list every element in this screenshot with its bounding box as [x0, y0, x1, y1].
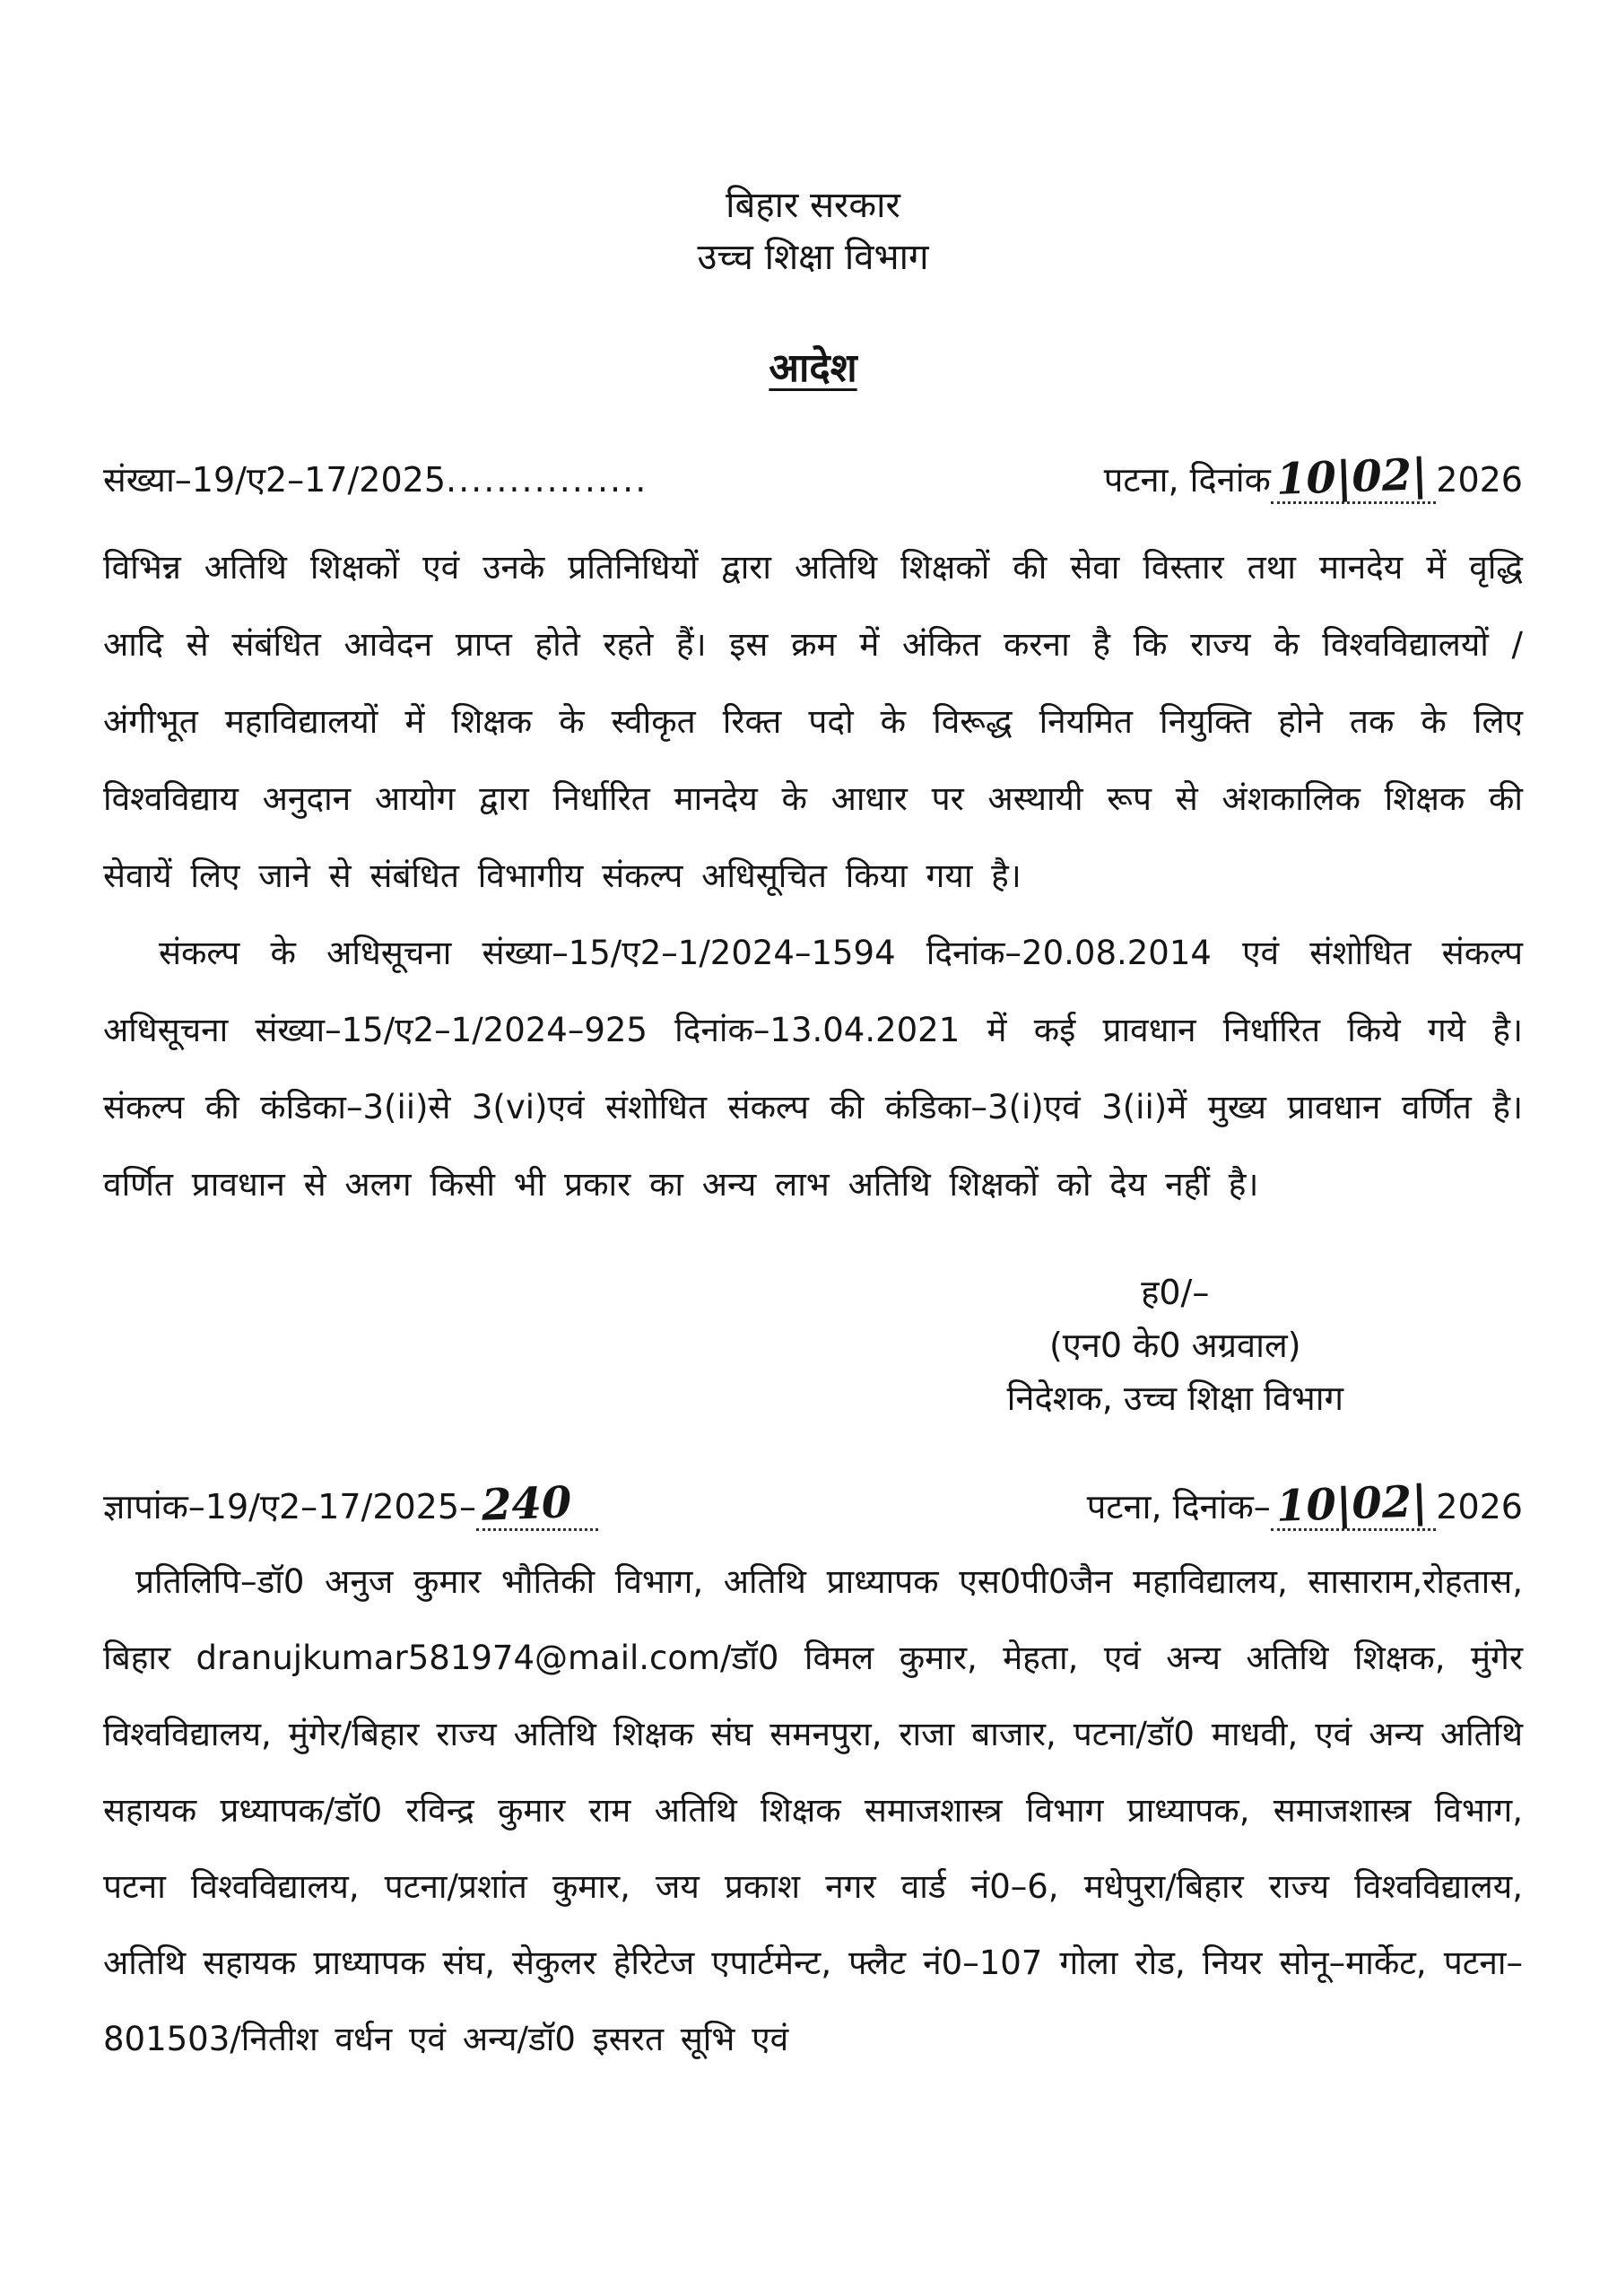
body-paragraph-1: विभिन्न अतिथि शिक्षकों एवं उनके प्रतिनिधियों द्वारा अतिथि शिक्षकों की सेवा विस्तार तथा मानदेय में वृद्धि आदि से संबंधित आवेदन प्राप्त होते रहते हैं। इस क्रम में अंकित करना है कि राज्य के विश्वविद्यालयों / अंगीभूत महाविद्यालयों में शिक्षक के स्वीकृत रिक्त पदो के विरूद्ध नियमित नियुक्ति होने तक के लिए विश्वविद्याय अनुदान आयोग द्वारा निर्धारित मानदेय के आधार पर अस्थायी रूप से अंशकालिक शिक्षक की सेवायें लिए जाने से संबंधित विभागीय संकल्प अधिसूचित किया गया है।	[103, 548, 1523, 895]
handwritten-memo-date-area	[1271, 1476, 1437, 1532]
memo-year: 2026	[1436, 1487, 1523, 1526]
handwritten-memo-date: 10|02|	[1274, 1476, 1429, 1532]
memo-reference-row	[103, 1476, 1523, 1532]
document-header	[103, 179, 1523, 283]
order-title-text: आदेश	[769, 345, 857, 391]
order-number: संख्या–19/ए2–17/2025................	[103, 460, 648, 500]
body-paragraph-2: संकल्प के अधिसूचना संख्या–15/ए2–1/2024–1594 दिनांक–20.08.2014 एवं संशोधित संकल्प अधिसूचना संख्या–15/ए2–1/2024–925 दिनांक–13.04.2021 में कई प्रावधान निर्धारित किये गये है। संकल्प की कंडिका–3(ii)से 3(vi)एवं संशोधित संकल्प की कंडिका–3(i)एवं 3(ii)में मुख्य प्रावधान वर्णित है। वर्णित प्रावधान से अलग किसी भी प्रकार का अन्य लाभ अतिथि शिक्षकों को देय नहीं है।	[103, 934, 1523, 1204]
handwritten-memo-number-area	[476, 1477, 598, 1531]
handwritten-memo-number: 240	[481, 1477, 573, 1531]
signatory-designation: निदेशक, उच्च शिक्षा विभाग	[1006, 1378, 1343, 1418]
signature-ho: ह0/–	[1141, 1273, 1210, 1312]
department-name: उच्च शिक्षा विभाग	[697, 237, 929, 278]
memo-place-date: पटना, दिनांक– 10|02| 2026	[1086, 1476, 1523, 1532]
handwritten-date: 10|02|	[1274, 449, 1429, 505]
order-place-date: पटना, दिनांक 10|02| 2026	[1103, 449, 1523, 505]
handwritten-date-area	[1271, 449, 1437, 505]
order-year: 2026	[1436, 460, 1523, 500]
memo-number: ज्ञापांक–19/ए2–17/2025– 240	[103, 1483, 598, 1531]
government-name: बिहार सरकार	[726, 185, 900, 226]
signature-block	[1007, 1266, 1343, 1425]
copy-distribution-paragraph: प्रतिलिपि–डॉ0 अनुज कुमार भौतिकी विभाग, अतिथि प्राध्यापक एस0पी0जैन महाविद्यालय, सासाराम,रोहतास, बिहार dranujkumar581974@mail.com/डॉ0 विमल कुमार, मेहता, एवं अन्य अतिथि शिक्षक, मुंगेर विश्वविद्यालय, मुंगेर/बिहार राज्य अतिथि शिक्षक संघ समनपुरा, राजा बाजार, पटना/डॉ0 माधवी, एवं अन्य अतिथि सहायक प्रध्यापक/डॉ0 रविन्द्र कुमार राम अतिथि शिक्षक समाजशास्त्र विभाग प्राध्यापक, समाजशास्त्र विभाग, पटना विश्वविद्यालय, पटना/प्रशांत कुमार, जय प्रकाश नगर वार्ड नं0–6, मधेपुरा/बिहार राज्य विश्वविद्यालय, अतिथि सहायक प्राध्यापक संघ, सेकुलर हेरिटेज एपार्टमेन्ट, फ्लैट नं0–107 गोला रोड, नियर सोनू–मार्केट, पटना–801503/नितीश वर्धन एवं अन्य/डॉ0 इसरत सूभि एवं	[103, 1562, 1523, 2058]
order-reference-row	[103, 449, 1523, 505]
fill-dots: ................	[446, 460, 648, 500]
signatory-name: (एन0 के0 अग्रवाल)	[1048, 1326, 1301, 1365]
order-title	[103, 339, 1523, 393]
